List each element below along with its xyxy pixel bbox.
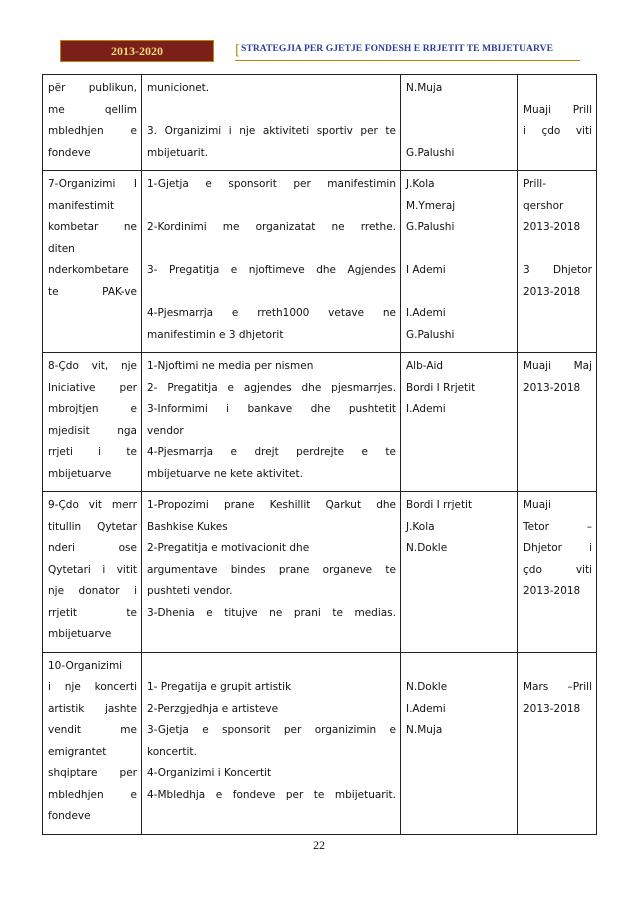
timeline-line: Dhjetor i xyxy=(523,542,592,554)
activities-line: 1- Pregatija e grupit artistik xyxy=(147,681,292,693)
responsible-line xyxy=(406,282,513,304)
cell-timeline xyxy=(518,75,597,171)
objective-line: 7-Organizimi I xyxy=(48,178,137,190)
activities-line xyxy=(147,656,396,678)
responsible-line: G.Palushi xyxy=(406,221,455,233)
header-bracket: [ xyxy=(235,42,240,58)
activities-line: koncertit. xyxy=(147,745,197,758)
activities-line: 3- Pregatitja e njoftimeve dhe Agjendes xyxy=(147,264,396,276)
cell-timeline xyxy=(518,492,597,653)
objective-line: i nje koncerti xyxy=(48,681,137,693)
cell-timeline xyxy=(518,353,597,492)
objective-line: titullin Qytetar xyxy=(48,520,137,533)
activities-line xyxy=(147,282,396,304)
table-row xyxy=(43,492,597,653)
cell-responsible xyxy=(401,492,518,653)
activities-line: 1-Propozimi prane Keshillit Qarkut dhe xyxy=(147,499,396,511)
cell-objective xyxy=(43,171,142,353)
timeline-line: Mars –Prill xyxy=(523,681,592,693)
responsible-line: M.Ymeraj xyxy=(406,199,456,212)
activities-line: 3-Informimi i bankave dhe pushtetit xyxy=(147,403,396,415)
objective-line: Qytetari i vitit xyxy=(48,563,137,576)
cell-activities xyxy=(142,75,401,171)
objective-line: rrjeti i te xyxy=(48,446,137,458)
activities-line xyxy=(147,100,396,122)
cell-responsible xyxy=(401,652,518,834)
timeline-line xyxy=(523,239,592,261)
cell-responsible xyxy=(401,75,518,171)
objective-line: për publikun, xyxy=(48,82,137,94)
activities-line: 2- Pregatitja e agjendes dhe pjesmarrjes. xyxy=(147,381,396,394)
cell-objective xyxy=(43,353,142,492)
objective-line: mbijetuarve xyxy=(48,628,112,640)
activities-line xyxy=(147,239,396,261)
responsible-line: G.Palushi xyxy=(406,146,455,159)
responsible-line: Bordi I Rrjetit xyxy=(406,381,476,394)
timeline-line: Prill- xyxy=(523,178,547,190)
cell-timeline xyxy=(518,652,597,834)
objective-line: mbijetuarve xyxy=(48,467,112,480)
activities-line: manifestimin e 3 dhjetorit xyxy=(147,328,284,341)
header-title: STRATEGJIA PER GJETJE FONDESH E RRJETIT TE MBIJETUARVE xyxy=(241,44,554,54)
objective-line: 8-Çdo vit, nje xyxy=(48,360,137,372)
activities-line: 4-Pjesmarrja e drejt perdrejte e te xyxy=(147,446,396,458)
responsible-line xyxy=(406,100,513,122)
timeline-line: 2013-2018 xyxy=(523,285,581,298)
responsible-line xyxy=(406,656,513,678)
responsible-line: J.Kola xyxy=(406,178,435,190)
activities-line: 1-Gjetja e sponsorit per manifestimin xyxy=(147,178,396,190)
responsible-line xyxy=(406,121,513,143)
cell-objective xyxy=(43,652,142,834)
cell-activities xyxy=(142,353,401,492)
activities-line: 3-Dhenia e titujve ne prani te medias. xyxy=(147,606,396,619)
header-rule xyxy=(235,60,580,61)
activities-line: 1-Njoftimi ne media per nismen xyxy=(147,360,314,372)
activities-line: 4-Pjesmarrja e rreth1000 vetave ne xyxy=(147,307,396,319)
activities-line: pushteti vendor. xyxy=(147,585,233,597)
activities-line: 3-Gjetja e sponsorit per organizimin e xyxy=(147,724,396,736)
timeline-line xyxy=(523,656,592,678)
cell-activities xyxy=(142,492,401,653)
activities-line: mbijetuarve ne kete aktivitet. xyxy=(147,467,303,480)
objective-line: mbrojtjen e xyxy=(48,403,137,415)
responsible-line: N.Dokle xyxy=(406,681,448,693)
responsible-line: Bordi I rrjetit xyxy=(406,499,473,511)
timeline-line xyxy=(523,78,592,100)
objective-line: diten xyxy=(48,242,75,255)
responsible-line: N.Dokle xyxy=(406,542,448,554)
cell-activities xyxy=(142,171,401,353)
responsible-line: Alb-Aid xyxy=(406,360,444,372)
activities-line: 2-Pregatitja e motivacionit dhe xyxy=(147,542,310,554)
cell-objective xyxy=(43,492,142,653)
activities-line xyxy=(147,196,396,218)
table-row xyxy=(43,75,597,171)
activities-line: municionet. xyxy=(147,82,210,94)
responsible-line xyxy=(406,239,513,261)
activities-line: 3. Organizimi i nje aktiviteti sportiv per te xyxy=(147,125,396,137)
objective-line: vendit me xyxy=(48,724,137,736)
objective-line: artistik jashte xyxy=(48,702,137,715)
table-row xyxy=(43,652,597,834)
objective-line: fondeve xyxy=(48,810,91,822)
responsible-line: G.Palushi xyxy=(406,328,455,341)
timeline-line: 2013-2018 xyxy=(523,221,581,233)
table-row xyxy=(43,171,597,353)
objective-line: fondeve xyxy=(48,146,91,159)
activities-line: 2-Kordinimi me organizatat ne rrethe. xyxy=(147,221,396,233)
cell-responsible xyxy=(401,171,518,353)
responsible-line: I.Ademi xyxy=(406,403,446,415)
objective-line: nje donator i xyxy=(48,585,137,597)
activities-line: 2-Perzgjedhja e artisteve xyxy=(147,702,279,715)
table-row xyxy=(43,353,597,492)
timeline-line: i çdo viti xyxy=(523,125,592,137)
activities-line: 4-Mbledhja e fondeve per te mbijetuarit. xyxy=(147,788,396,801)
objective-line: 10-Organizimi xyxy=(48,659,123,672)
objective-line: nderi ose xyxy=(48,542,137,554)
responsible-line: N.Muja xyxy=(406,724,443,736)
page-header xyxy=(60,40,580,62)
strategy-table-body xyxy=(43,75,597,835)
objective-line: mbledhjen e xyxy=(48,788,137,801)
objective-line: rrjetit te xyxy=(48,606,137,619)
timeline-line: 2013-2018 xyxy=(523,702,581,715)
objective-line: emigrantet xyxy=(48,745,107,758)
timeline-line: Tetor – xyxy=(523,520,592,533)
objective-line: mjedisit nga xyxy=(48,424,137,437)
timeline-line: Muaji Maj xyxy=(523,360,592,372)
objective-line: Iniciative per xyxy=(48,381,137,394)
activities-line: Bashkise Kukes xyxy=(147,520,228,533)
objective-line: mbledhjen e xyxy=(48,125,137,137)
objective-line: te PAK-ve xyxy=(48,285,137,298)
cell-activities xyxy=(142,652,401,834)
strategy-table xyxy=(42,74,597,835)
responsible-line: J.Kola xyxy=(406,520,435,533)
objective-line: me qellim xyxy=(48,103,137,116)
cell-responsible xyxy=(401,353,518,492)
timeline-line: Muaji xyxy=(523,499,551,511)
header-year-badge: 2013-2020 xyxy=(60,40,214,62)
objective-line: kombetar ne xyxy=(48,221,137,233)
timeline-line: qershor xyxy=(523,199,564,212)
cell-timeline xyxy=(518,171,597,353)
responsible-line: I Ademi xyxy=(406,264,446,276)
timeline-line: çdo viti xyxy=(523,563,592,576)
objective-line: shqiptare per xyxy=(48,767,137,779)
timeline-line: 3 Dhjetor xyxy=(523,264,592,276)
objective-line: nderkombetare xyxy=(48,264,129,276)
activities-line: 4-Organizimi i Koncertit xyxy=(147,767,272,779)
responsible-line: N.Muja xyxy=(406,82,443,94)
activities-line: mbijetuarit. xyxy=(147,146,209,159)
activities-line: vendor xyxy=(147,424,184,437)
activities-line: argumentave bindes prane organeve te xyxy=(147,563,396,576)
cell-objective xyxy=(43,75,142,171)
timeline-line: 2013-2018 xyxy=(523,381,581,394)
timeline-line: Muaji Prill xyxy=(523,103,592,116)
timeline-line: 2013-2018 xyxy=(523,585,581,597)
page-number: 22 xyxy=(313,838,325,852)
objective-line: 9-Çdo vit merr xyxy=(48,499,137,511)
objective-line: manifestimit xyxy=(48,199,115,212)
responsible-line: I.Ademi xyxy=(406,307,446,319)
responsible-line: I.Ademi xyxy=(406,702,446,715)
